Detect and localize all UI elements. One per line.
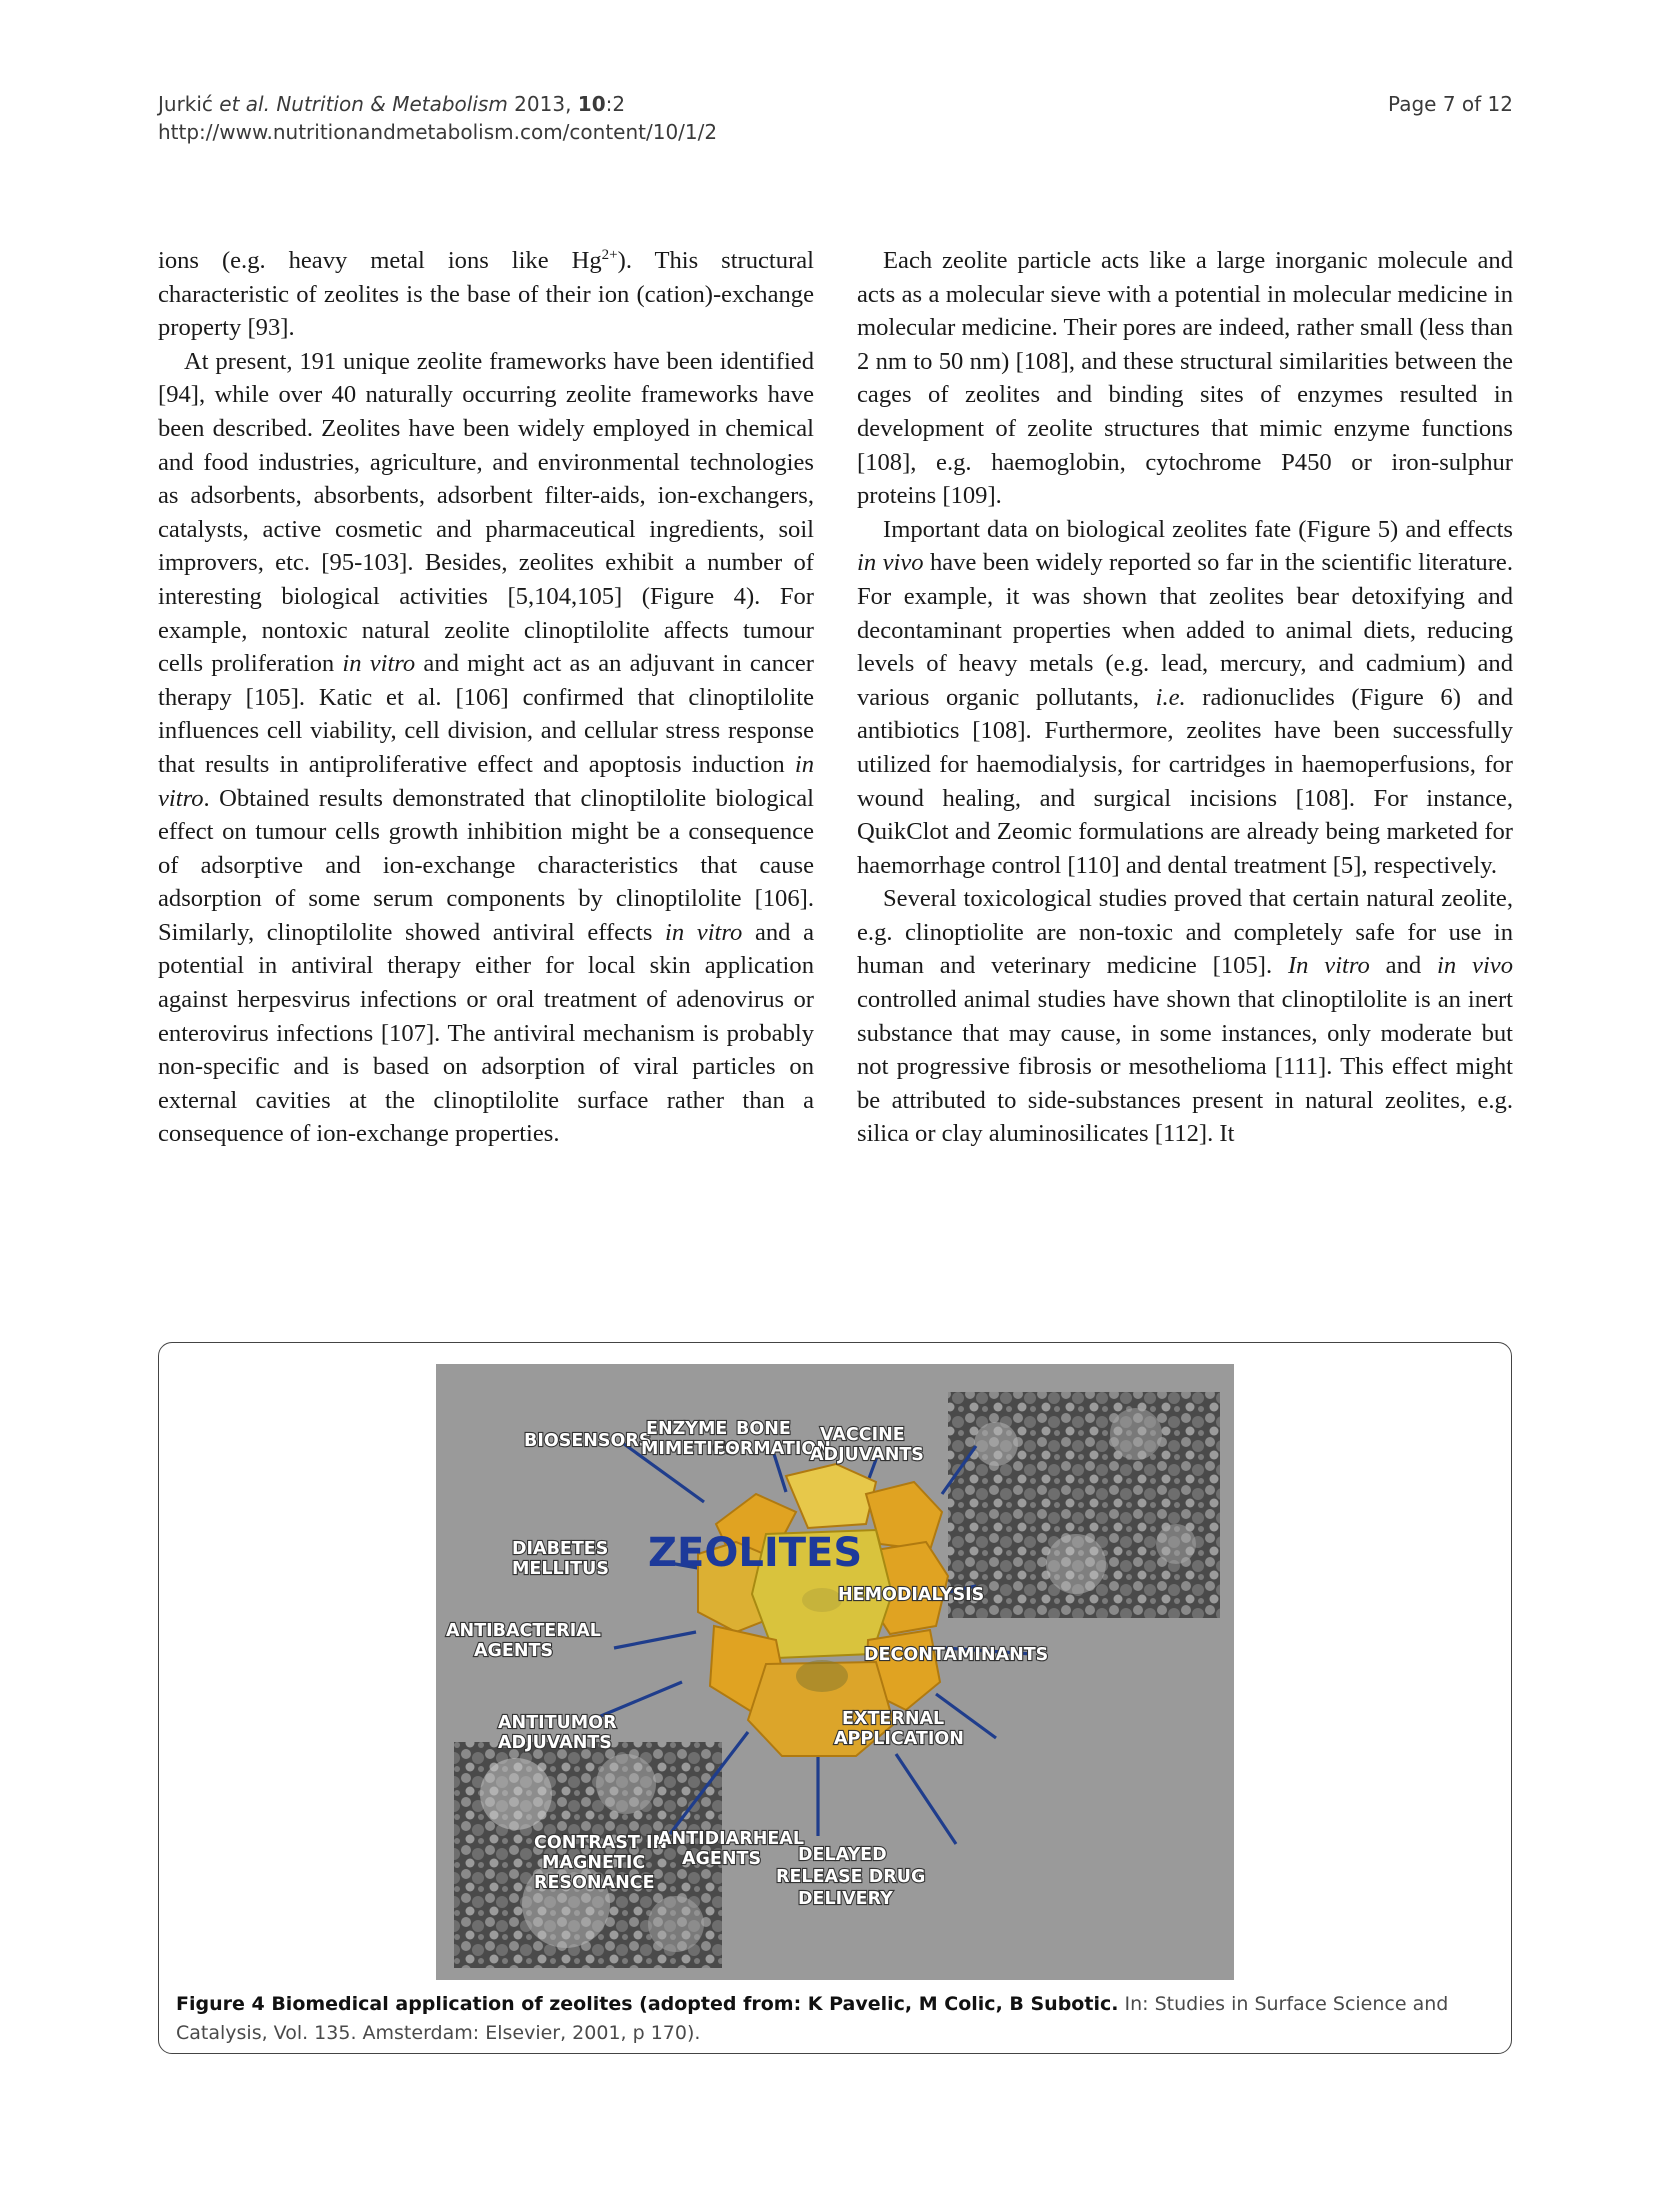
- label-mimetics: MIMETICS: [641, 1439, 739, 1459]
- label-adjuvants-bottom: ADJUVANTS: [498, 1733, 612, 1753]
- zeolite-applications-figure: [436, 1364, 1234, 1980]
- label-decontaminants: DECONTAMINANTS: [864, 1645, 1049, 1665]
- label-external: EXTERNAL: [842, 1709, 945, 1729]
- paragraph: Each zeolite particle acts like a large inorganic molecule and acts as a molecular sieve with a potential in molecular medicine in molecular medicine. Their pores are indeed, rather small (less than 2 nm to 50 nm) [108], and these structural similarities between the cages of zeolites and binding sites of enzymes resulted in development of zeolite structures that mimic enzyme functions [108], e.g. haemoglobin, cytochrome P450 or iron-sulphur proteins [109].: [857, 247, 1513, 510]
- label-magnetic: MAGNETIC: [542, 1853, 646, 1873]
- right-column: [857, 244, 1513, 1151]
- label-enzyme: ENZYME: [646, 1419, 728, 1439]
- label-release-drug: RELEASE DRUG: [776, 1867, 926, 1887]
- paragraph: Important data on biological zeolites fate (Figure 5) and effects in vivo have been widely reported so far in the scientific literature. For example, it was shown that zeolites bear detoxifying and decontaminant properties when added to animal diets, reducing levels of heavy metals (e.g. lead, mercury, and cadmium) and various organic pollutants, i.e. radionuclides (Figure 6) and antibiotics [108]. Furthermore, zeolites have been successfully utilized for haemodialysis, for cartridges in haemoperfusions, for wound healing, and surgical incisions [108]. For instance, QuikClot and Zeomic formulations are already being marketed for haemorrhage control [110] and dental treatment [5], respectively.: [857, 515, 1513, 879]
- label-delivery: DELIVERY: [798, 1889, 893, 1909]
- running-header: [158, 90, 717, 146]
- label-diabetes: DIABETES: [512, 1539, 609, 1559]
- label-formation: FORMATION: [713, 1439, 831, 1459]
- zeolites-title: ZEOLITES: [648, 1530, 863, 1576]
- citation-line: Jurkić et al. Nutrition & Metabolism 2013, 10:2: [158, 92, 626, 116]
- label-bone: BONE: [736, 1419, 791, 1439]
- paragraph: Several toxicological studies proved that certain natural zeolite, e.g. clinoptiolite are non-toxic and completely safe for use in human and veterinary medicine [105]. In vitro and in vivo controlled animal studies have shown that clinoptilolite is an inert substance that may cause, in some instances, only moderate but not progressive fibrosis or mesothelioma [111]. This effect might be attributed to side-substances present in natural zeolites, e.g. silica or clay aluminosilicates [112]. It: [857, 885, 1513, 1148]
- figure-caption: Figure 4 Biomedical application of zeolites (adopted from: K Pavelic, M Colic, B Subotic. In: Studies in Surface Science and Catalysis, Vol. 135. Amsterdam: Elsevier, 2001, p 170).: [176, 1993, 1449, 2044]
- left-column: [158, 244, 814, 1151]
- paragraph: At present, 191 unique zeolite frameworks have been identified [94], while over 40 naturally occurring zeolite frameworks have been described. Zeolites have been widely employed in chemical and food industries, agriculture, and environmental technologies as adsorbents, absorbents, adsorbent filter-aids, ion-exchangers, catalysts, active cosmetic and pharmaceutical ingredients, soil improvers, etc. [95-103]. Besides, zeolites exhibit a number of interesting biological activities [5,104,105] (Figure 4). For example, nontoxic natural zeolite clinoptilolite affects tumour cells proliferation in vitro and might act as an adjuvant in cancer therapy [105]. Katic et al. [106] confirmed that clinoptilolite influences cell viability, cell division, and cellular stress response that results in antiproliferative effect and apoptosis induction in vitro. Obtained results demonstrated that clinoptilolite biological effect on tumour cells growth inhibition might be a consequence of adsorptive and ion-exchange characteristics that cause adsorption of some serum components by clinoptilolite [106]. Similarly, clinoptilolite showed antiviral effects in vitro and a potential in antiviral therapy either for local skin application against herpesvirus infections or oral treatment of adenovirus or enterovirus infections [107]. The antiviral mechanism is probably non-specific and is based on adsorption of viral particles on external cavities at the clinoptilolite surface rather than a consequence of ion-exchange properties.: [158, 347, 814, 1148]
- label-hemodialysis: HEMODIALYSIS: [838, 1585, 985, 1605]
- article-url[interactable]: http://www.nutritionandmetabolism.com/content/10/1/2: [158, 120, 718, 144]
- label-resonance: RESONANCE: [534, 1873, 655, 1893]
- label-biosensors: BIOSENSORS: [524, 1431, 652, 1451]
- sem-micrograph-top: [948, 1392, 1220, 1618]
- label-adjuvants-top: ADJUVANTS: [810, 1445, 924, 1465]
- label-antitumor: ANTITUMOR: [498, 1713, 617, 1733]
- label-agents-left: AGENTS: [474, 1641, 554, 1661]
- label-application: APPLICATION: [834, 1729, 964, 1749]
- label-agents-bottom: AGENTS: [682, 1849, 762, 1869]
- label-antibacterial: ANTIBACTERIAL: [446, 1621, 601, 1641]
- label-contrast: CONTRAST IN: [534, 1833, 668, 1853]
- label-delayed: DELAYED: [798, 1845, 887, 1865]
- page-number: Page 7 of 12: [1388, 92, 1513, 116]
- label-vaccine: VACCINE: [820, 1425, 905, 1445]
- paragraph: ions (e.g. heavy metal ions like $Hg^{2+}$). This structural characteristic of zeolites is the base of their ion (cation)-exchange property [93].: [158, 246, 815, 342]
- label-mellitus: MELLITUS: [512, 1559, 609, 1579]
- label-antidiarheal: ANTIDIARHEAL: [658, 1829, 804, 1849]
